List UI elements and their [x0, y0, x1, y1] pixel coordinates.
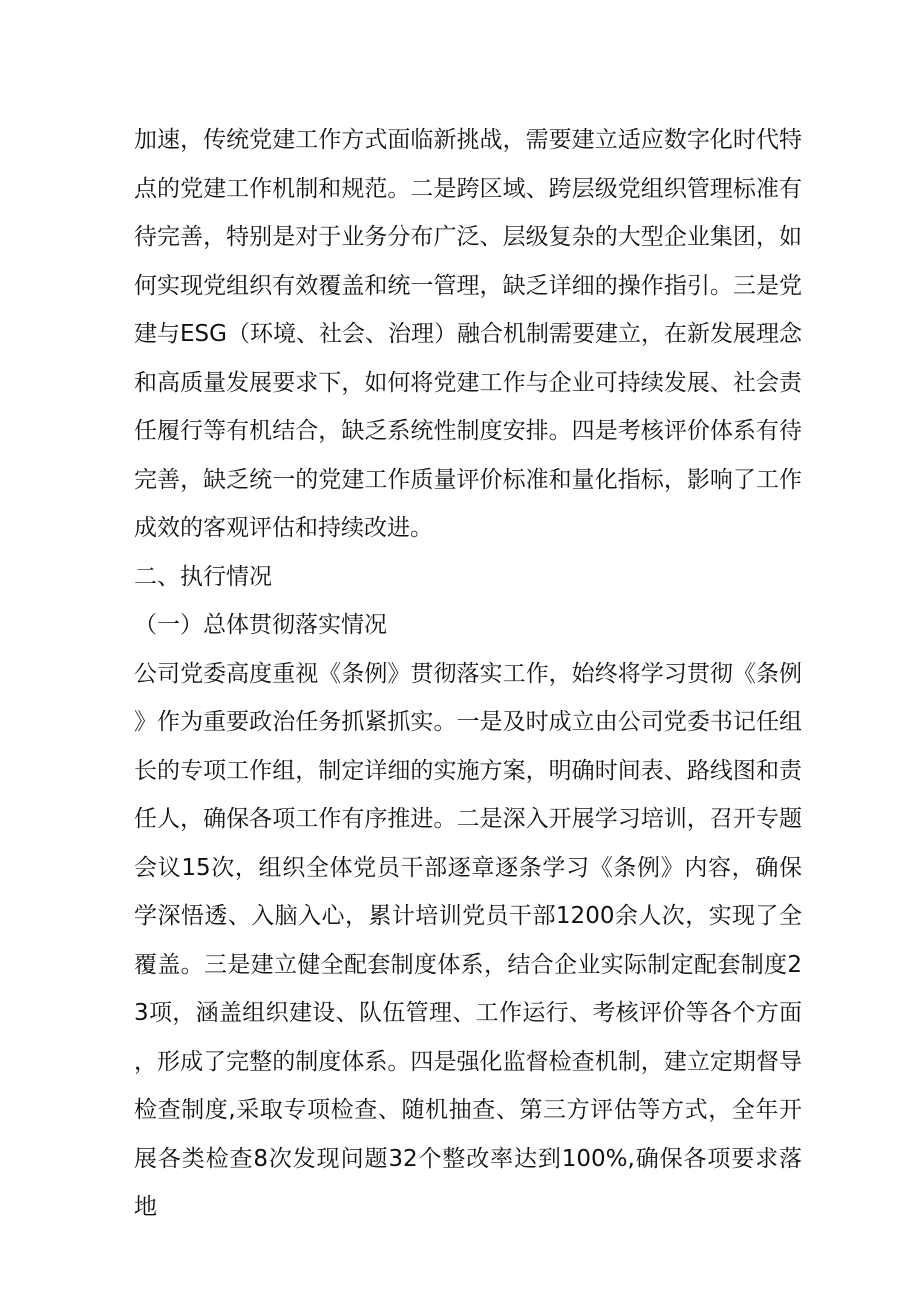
- paragraph-challenges: 加速，传统党建工作方式面临新挑战，需要建立适应数字化时代特点的党建工作机制和规范。二是跨区域、跨层级党组织管理标准有待完善，特别是对于业务分布广泛、层级复杂的大型企业集团，如何实现党组织有效覆盖和统一管理，缺乏详细的操作指引。三是党建与ESG（环境、社会、治理）融合机制需要建立，在新发展理念和高质量发展要求下，如何将党建工作与企业可持续发展、社会责任履行等有机结合，缺乏系统性制度安排。四是考核评价体系有待完善，缺乏统一的党建工作质量评价标准和量化指标，影响了工作成效的客观评估和持续改进。: [134, 127, 802, 541]
- paragraph-implementation: 公司党委高度重视《条例》贯彻落实工作，始终将学习贯彻《条例》作为重要政治任务抓紧抓实。一是及时成立由公司党委书记任组长的专项工作组，制定详细的实施方案，明确时间表、路线图和责任人，确保各项工作有序推进。二是深入开展学习培训，召开专题会议15次，组织全体党员干部逐章逐条学习《条例》内容，确保学深悟透、入脑入心，累计培训党员干部1200余人次，实现了全覆盖。三是建立健全配套制度体系，结合企业实际制定配套制度23项，涵盖组织建设、队伍管理、工作运行、考核评价等各个方面，形成了完整的制度体系。四是强化监督检查机制，建立定期督导检查制度,采取专项检查、随机抽查、第三方评估等方式，全年开展各类检查8次发现问题32个整改率达到100%,确保各项要求落地: [134, 660, 802, 1220]
- document-body: [134, 116, 802, 1232]
- subsection-heading: （一）总体贯彻落实情况: [134, 612, 387, 638]
- section-heading: 二、执行情况: [134, 563, 272, 590]
